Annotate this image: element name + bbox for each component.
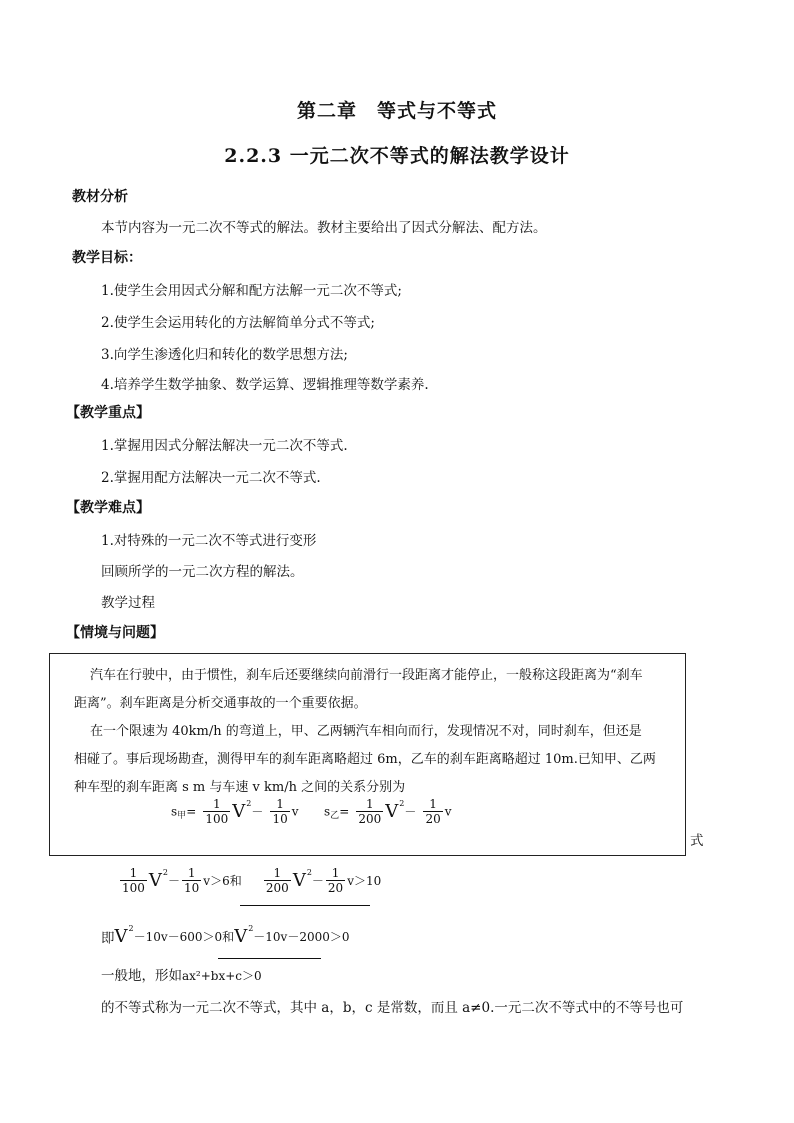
objective-item: 4.培养学生数学抽象、数学运算、逻辑推理等数学素养. [101, 377, 429, 393]
difficulties-heading: 【教学难点】 [66, 500, 150, 516]
material-analysis-heading: 教材分析 [72, 189, 128, 205]
objective-item: 2.使学生会运用转化的方法解简单分式不等式; [101, 315, 375, 331]
situation-line: 汽车在行驶中，由于惯性，刹车后还要继续向前滑行一段距离才能停止，一般称这段距离为“刹车 [90, 668, 643, 683]
underline [240, 905, 370, 906]
key-point-item: 1.掌握用因式分解法解决一元二次不等式. [101, 438, 348, 454]
objective-item: 3.向学生渗透化归和转化的数学思想方法; [101, 347, 348, 363]
difficulty-item: 回顾所学的一元二次方程的解法。 [101, 564, 304, 580]
inequality-line-1: $\frac{1}{100}$ $V^2-$ $\frac{1}{10}$ v＞6和 $\frac{1}{200}$ $V^2-$ $\frac{1}{20}$ v＞10 [122, 866, 382, 895]
difficulty-item: 1.对特殊的一元二次不等式进行变形 [101, 533, 317, 549]
situation-line: 在一个限速为 40km/h 的弯道上，甲、乙两辆汽车相向而行，发现情况不对，同时刹车，但还是 [90, 724, 642, 739]
material-analysis-text: 本节内容为一元二次不等式的解法。教材主要给出了因式分解法、配方法。 [101, 220, 547, 236]
situation-line: 距离”。刹车距离是分析交通事故的一个重要依据。 [74, 696, 367, 711]
formula-yi: $s_乙=$ $\frac{1}{200}$ $V^2-$ $\frac{1}{20}$ v [324, 797, 452, 826]
situation-line: 相碰了。事后现场勘查，测得甲车的刹车距离略超过 6m，乙车的刹车距离略超过 10m.已知甲、乙两 [74, 752, 656, 767]
chapter-title: 第二章 等式与不等式 [296, 100, 497, 122]
lesson-title: 2.2.3 一元二次不等式的解法教学设计 [224, 145, 570, 167]
situation-box [49, 653, 686, 856]
key-points-heading: 【教学重点】 [66, 405, 150, 421]
formula-jia: $s_甲=$ $\frac{1}{100}$ $V^2-$ $\frac{1}{10}$ v [171, 797, 299, 826]
objective-item: 1.使学生会用因式分解和配方法解一元二次不等式; [101, 283, 402, 299]
general-form-line: 一般地，形如ax²+bx+c＞0 [101, 968, 262, 984]
situation-line: 种车型的刹车距离 s m 与车速 v km/h 之间的关系分别为 [74, 780, 406, 795]
inequality-line-2: 即$V^2-10v-600>0$和$V^2-10v-2000>0$ [101, 924, 350, 947]
definition-text: 的不等式称为一元二次不等式，其中 a，b，c 是常数，而且 a≠0.一元二次不等式中的不等号也可 [101, 1000, 684, 1016]
key-point-item: 2.掌握用配方法解决一元二次不等式. [101, 470, 321, 486]
teaching-process-label: 教学过程 [101, 595, 155, 611]
underline [218, 958, 321, 959]
situation-heading: 【情境与问题】 [66, 625, 164, 641]
overflow-char: 式 [690, 833, 704, 849]
objectives-heading: 教学目标： [72, 250, 142, 266]
